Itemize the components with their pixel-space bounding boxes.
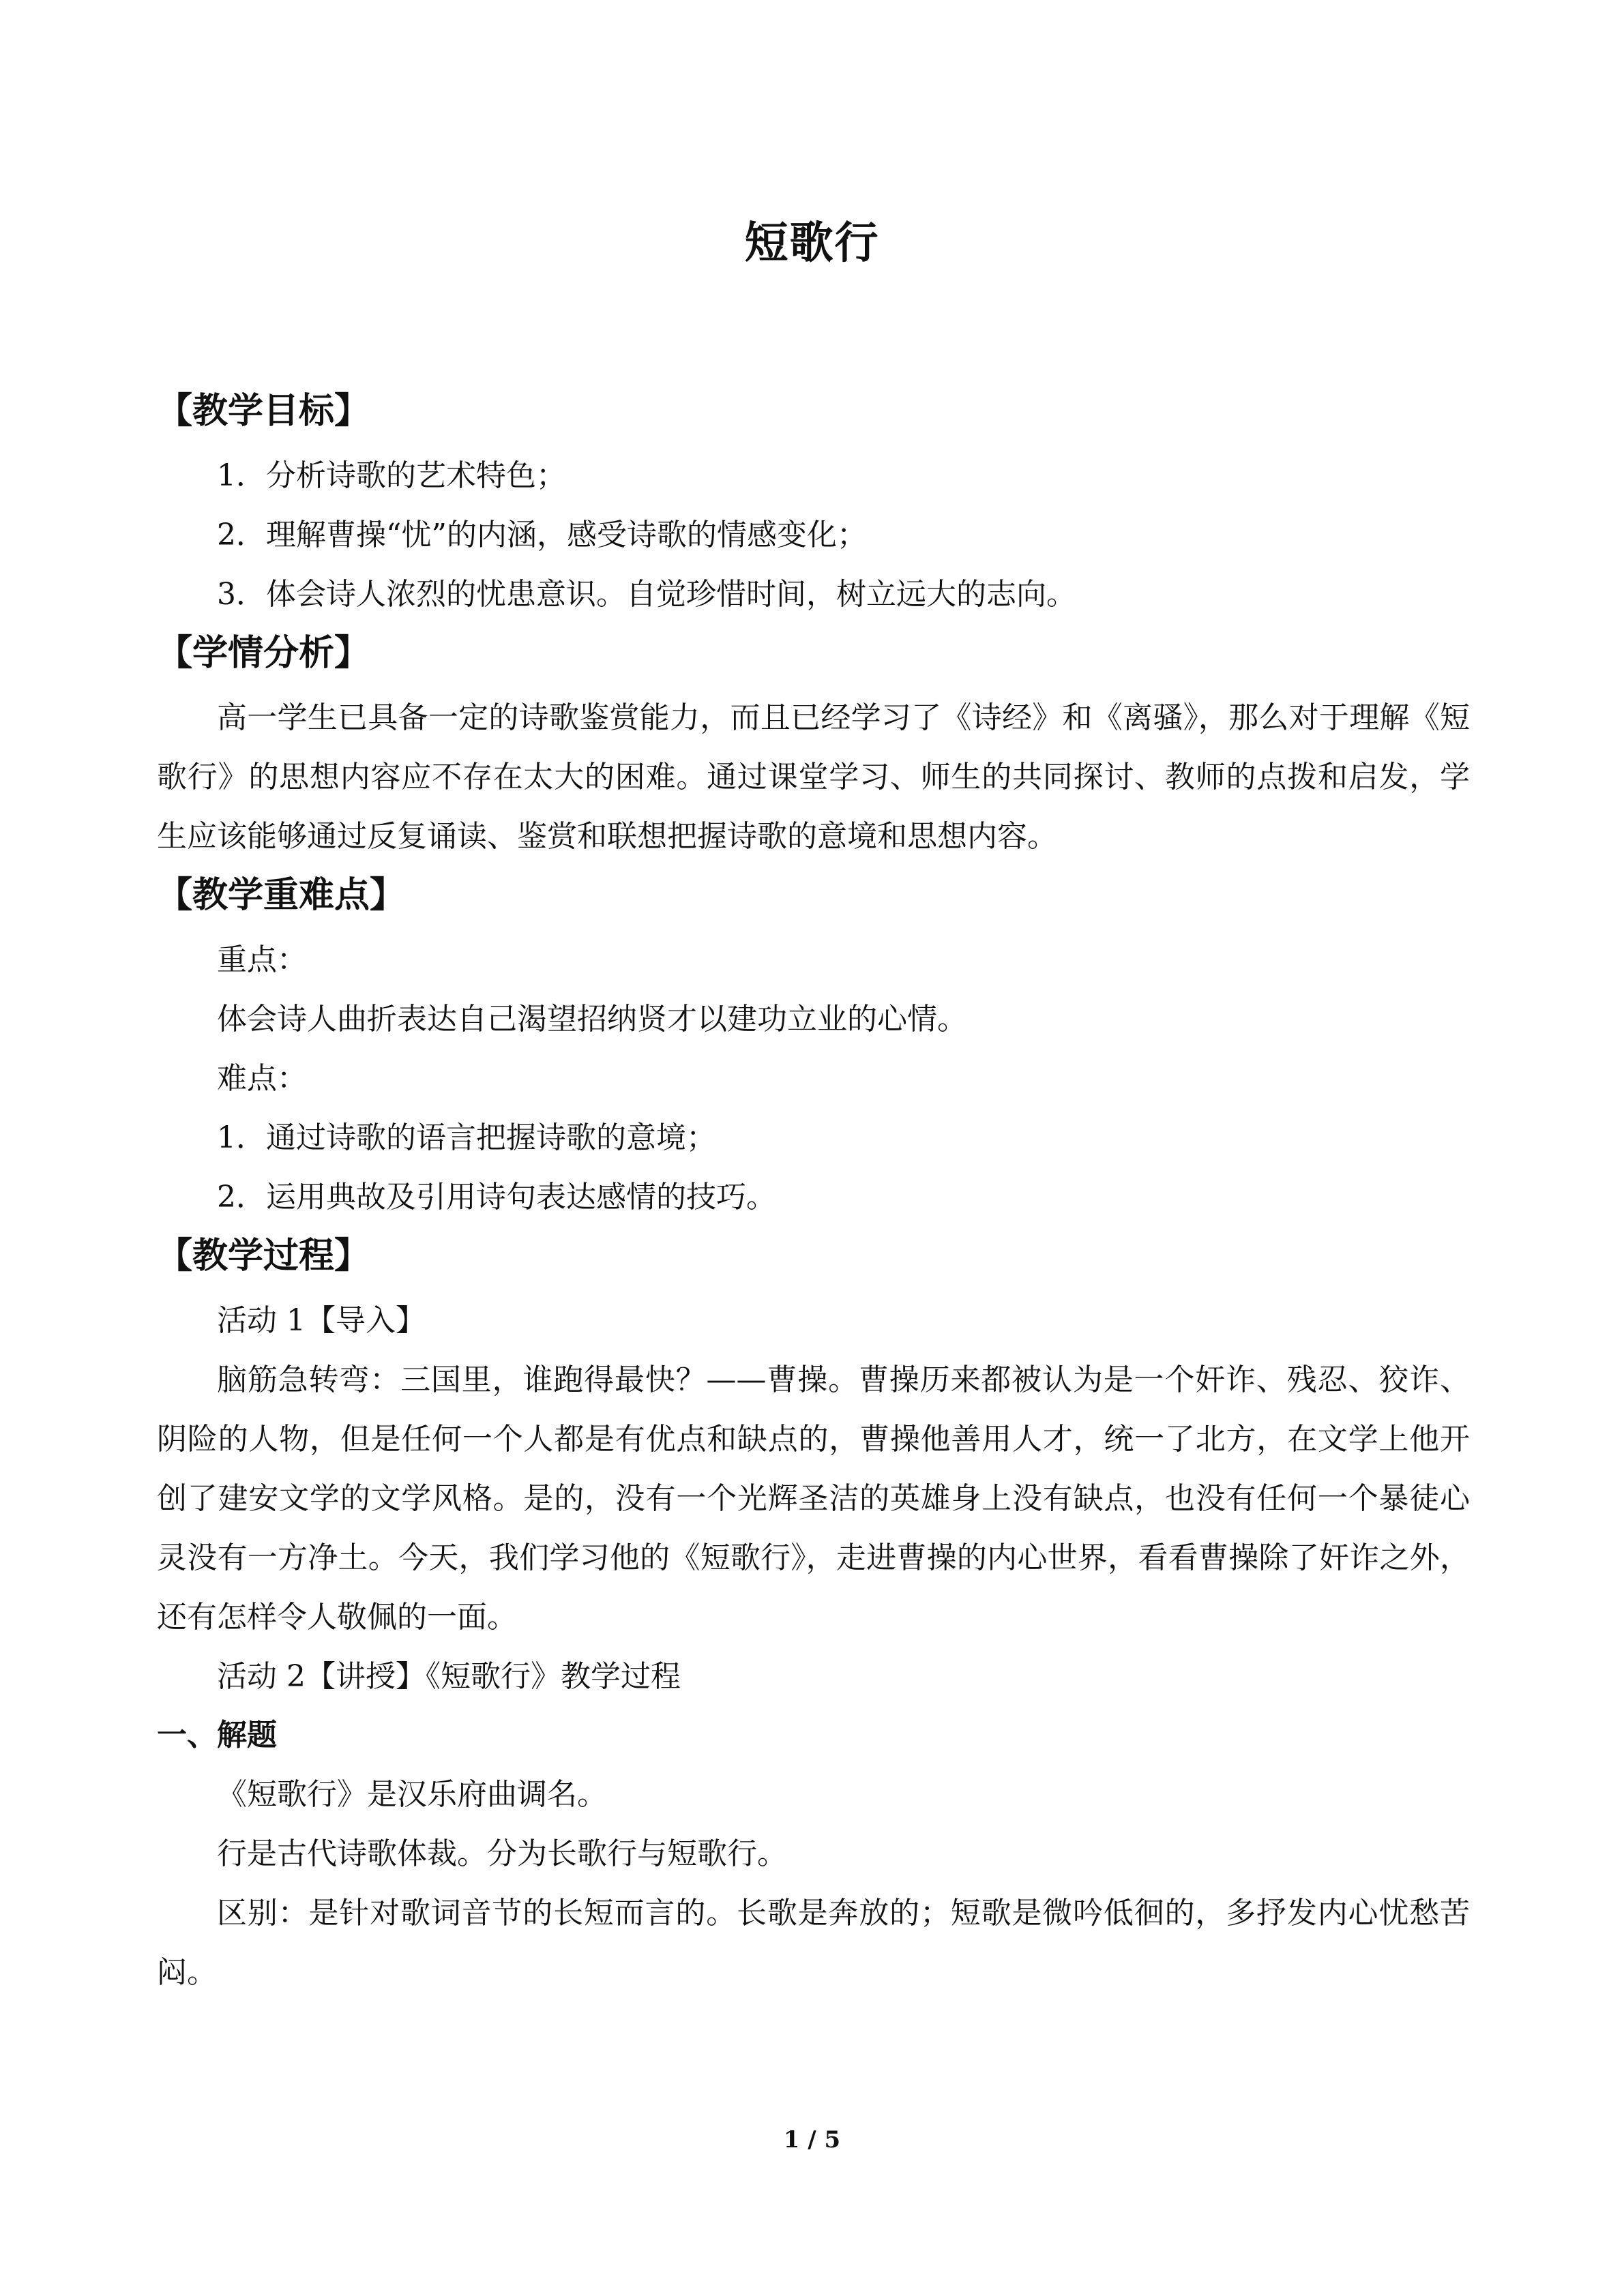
part1-line: 《短歌行》是汉乐府曲调名。 [217,1777,607,1812]
page-number: 1 / 5 [783,2126,841,2153]
section-heading-process: 【教学过程】 [157,1236,370,1277]
page-title: 短歌行 [744,218,880,269]
difficulty-item: 2．运用典故及引用诗句表达感情的技巧。 [217,1180,776,1214]
objective-item: 1．分析诗歌的艺术特色； [217,458,566,493]
objective-item: 2．理解曹操“忧”的内涵，感受诗歌的情感变化； [217,518,867,552]
objective-item: 3．体会诗人浓烈的忧患意识。自觉珍惜时间，树立远大的志向。 [217,577,1076,612]
analysis-paragraph: 高一学生已具备一定的诗歌鉴赏能力，而且已经学习了《诗经》和《离骚》，那么对于理解《短歌行》的思想内容应不存在太大的困难。通过课堂学习、师生的共同探讨、教师的点拨和启发，学生应该能够通过反复诵读、鉴赏和联想把握诗歌的意境和思想内容。 [157,700,1470,854]
section-heading-objectives: 【教学目标】 [157,391,370,432]
focus-text: 体会诗人曲折表达自己渴望招纳贤才以建功立业的心情。 [217,1002,967,1037]
document-body [157,382,1470,2002]
section-heading-keypoints: 【教学重难点】 [157,875,406,916]
difficulty-label: 难点： [217,1061,307,1096]
activity1-paragraph: 脑筋急转弯：三国里，谁跑得最快？——曹操。曹操历来都被认为是一个奸诈、残忍、狡诈、阴险的人物，但是任何一个人都是有优点和缺点的，曹操他善用人才，统一了北方，在文学上他开创了建安文学的文学风格。是的，没有一个光辉圣洁的英雄身上没有缺点，也没有任何一个暴徒心灵没有一方净土。今天，我们学习他的《短歌行》，走进曹操的内心世界，看看曹操除了奸诈之外，还有怎样令人敬佩的一面。 [157,1362,1470,1635]
section-heading-analysis: 【学情分析】 [157,633,370,674]
activity2-label: 活动 2【讲授】《短歌行》教学过程 [217,1659,681,1694]
focus-label: 重点： [217,942,307,977]
activity1-label: 活动 1【导入】 [217,1303,426,1338]
part1-heading: 一、解题 [157,1718,277,1753]
difficulty-item: 1．通过诗歌的语言把握诗歌的意境； [217,1120,716,1155]
part1-line: 行是古代诗歌体裁。分为长歌行与短歌行。 [217,1836,787,1871]
part1-paragraph: 区别：是针对歌词音节的长短而言的。长歌是奔放的；短歌是微吟低徊的，多抒发内心忧愁苦闷。 [157,1896,1470,1990]
